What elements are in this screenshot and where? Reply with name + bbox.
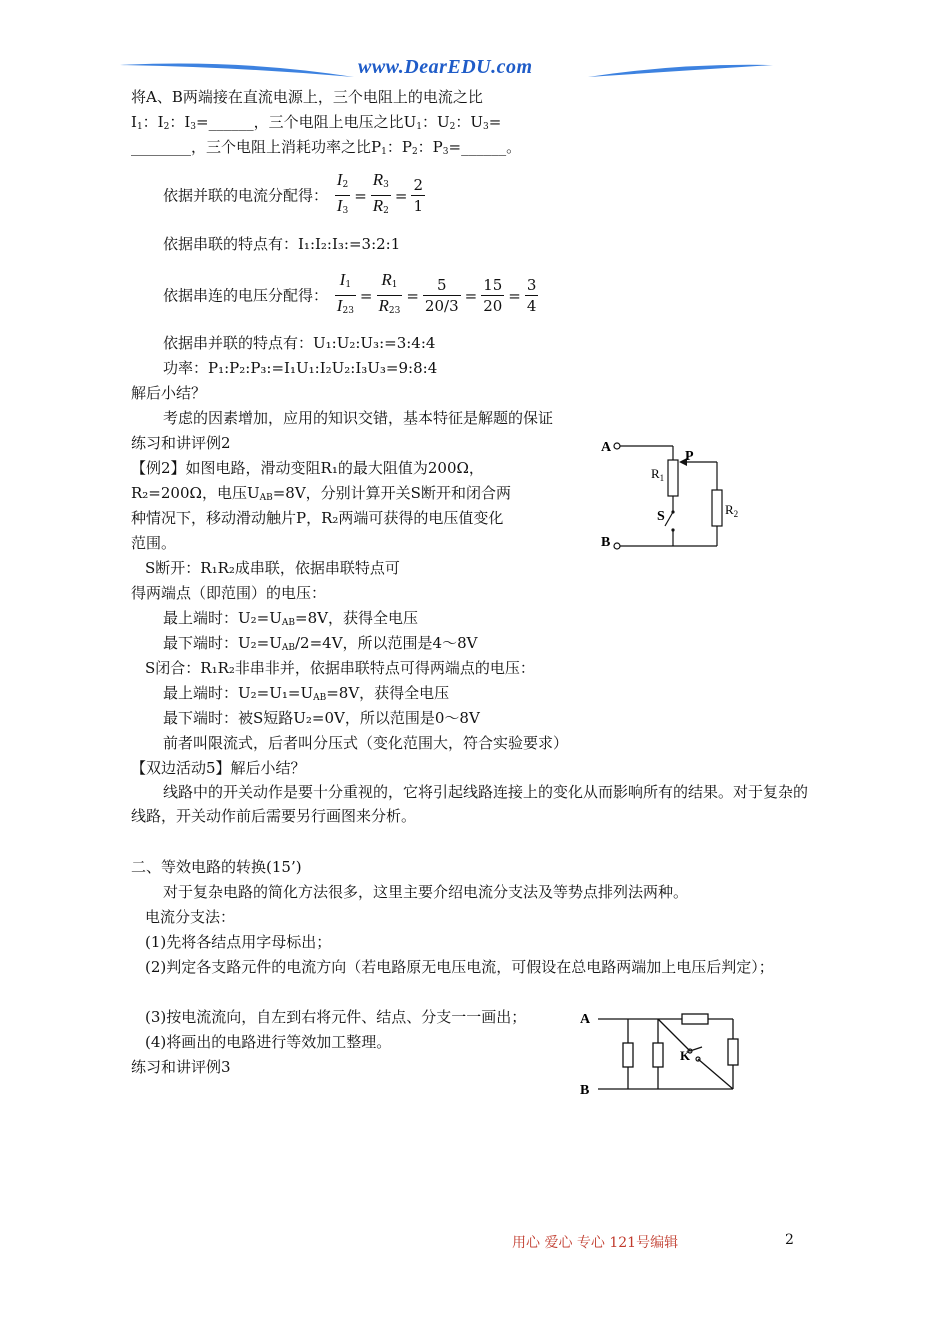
example2-line-8: 最下端时：$U_2=U_{AB}/2=4V$，所以范围是4～8V <box>163 634 478 653</box>
summary-body: 考虑的因素增加，应用的知识交错，基本特征是解题的保证 <box>163 409 554 427</box>
para-line-2: $I_1$：$I_2$：$I_3=\_\_\_\_\_\_$，三个电阻上电压之比$U_1$：$U_2$：$U_3=$ <box>131 113 502 132</box>
circuit1-label-r1: $R_1$ <box>651 466 665 483</box>
section2-method: 电流分支法： <box>145 908 236 926</box>
example2-line-7: 最上端时：$U_2=U_{AB}=8V$，获得全电压 <box>163 609 418 628</box>
example2-line-5: S断开：R₁R₂成串联，依据串联特点可 <box>145 559 400 577</box>
circuit1-label-p: P <box>685 449 694 464</box>
section2-step-2: (2)判定各支路元件的电流方向（若电路原无电压电流，可假设在总电路两端加上电压后判定）； <box>145 958 774 976</box>
circuit1-label-r2: $R_2$ <box>725 502 739 519</box>
circuit1-label-a: A <box>601 440 612 455</box>
example2-line-3: 种情况下，移动滑动触片P，R₂两端可获得的电压值变化 <box>131 509 504 527</box>
example2-line-12: 前者叫限流式，后者叫分压式（变化范围大，符合实验要求） <box>163 734 569 752</box>
circuit-diagram-1 <box>595 432 755 557</box>
activity5-title: 【双边活动5】解后小结？ <box>131 759 306 777</box>
circuit-diagram-2 <box>578 1005 748 1100</box>
circuit2-label-b: B <box>580 1083 590 1098</box>
formula-power: 功率：P₁:P₂:P₃:=I₁U₁:I₂U₂:I₃U₃=9:8:4 <box>163 359 438 377</box>
summary-title: 解后小结？ <box>131 384 207 402</box>
formula-series: 依据串联的特点有：I₁:I₂:I₃:=3:2:1 <box>163 235 401 253</box>
circuit1-label-s: S <box>657 509 665 524</box>
section2-step-4: (4)将画出的电路进行等效加工整理。 <box>145 1033 392 1051</box>
formula-voltage-division: 依据串连的电压分配得： $\frac{I_1}{I_{23}}$ = $\frac{R_1}{R_{23}}$ = $\frac{5}{20/3}$ = $\frac{15}{20}$ = $\frac{3}{4}$ <box>163 270 537 316</box>
example2-line-6: 得两端点（即范围）的电压： <box>131 584 327 602</box>
para-line-1: 将A、B两端接在直流电源上，三个电阻上的电流之比 <box>131 88 483 106</box>
section2-step-1: (1)先将各结点用字母标出； <box>145 933 332 951</box>
section2-title: 二、等效电路的转换(15’) <box>131 858 302 876</box>
circuit2-label-a: A <box>580 1012 591 1027</box>
page-number: 2 <box>785 1232 794 1248</box>
para-line-3: ________，三个电阻上消耗功率之比$P_1$：$P_2$：$P_3=\_\_\_\_\_\_$。 <box>131 138 522 157</box>
example2-line-9: S闭合：R₁R₂非串非并，依据串联特点可得两端点的电压： <box>145 659 535 677</box>
site-url[interactable]: www.DearEDU.com <box>358 56 533 78</box>
example2-title: 练习和讲评例2 <box>131 434 231 452</box>
section2-intro: 对于复杂电路的简化方法很多，这里主要介绍电流分支法及等势点排列法两种。 <box>163 883 689 901</box>
formula-parallel: 依据并联的电流分配得： $\frac{I_2}{I_3}$ = $\frac{R_3}{R_2}$ = $\frac{2}{1}$ <box>163 170 424 216</box>
example3-title: 练习和讲评例3 <box>131 1058 231 1076</box>
footer-text: 用心 爱心 专心 121号编辑 <box>512 1235 679 1251</box>
example2-line-4: 范围。 <box>131 534 177 552</box>
example2-line-10: 最上端时：$U_2=U_1=U_{AB}=8V$，获得全电压 <box>163 684 450 703</box>
example2-line-2: R₂=200Ω，电压$U_{AB}=8V$，分别计算开关S断开和闭合两 <box>131 484 511 503</box>
circuit1-label-b: B <box>601 535 611 550</box>
section2-step-3: (3)按电流流向，自左到右将元件、结点、分支一一画出； <box>145 1008 527 1026</box>
circuit2-label-k: K <box>680 1048 691 1063</box>
formula-series-parallel: 依据串并联的特点有：U₁:U₂:U₃:=3:4:4 <box>163 334 436 352</box>
activity5-body: 线路中的开关动作是要十分重视的，它将引起线路连接上的变化从而影响所有的结果。对于复杂的线路，开关动作前后需要另行画图来分析。 <box>131 783 809 825</box>
example2-line-11: 最下端时：被S短路U₂=0V，所以范围是0～8V <box>163 709 480 727</box>
example2-line-1: 【例2】如图电路，滑动变阻R₁的最大阻值为200Ω， <box>131 459 484 477</box>
